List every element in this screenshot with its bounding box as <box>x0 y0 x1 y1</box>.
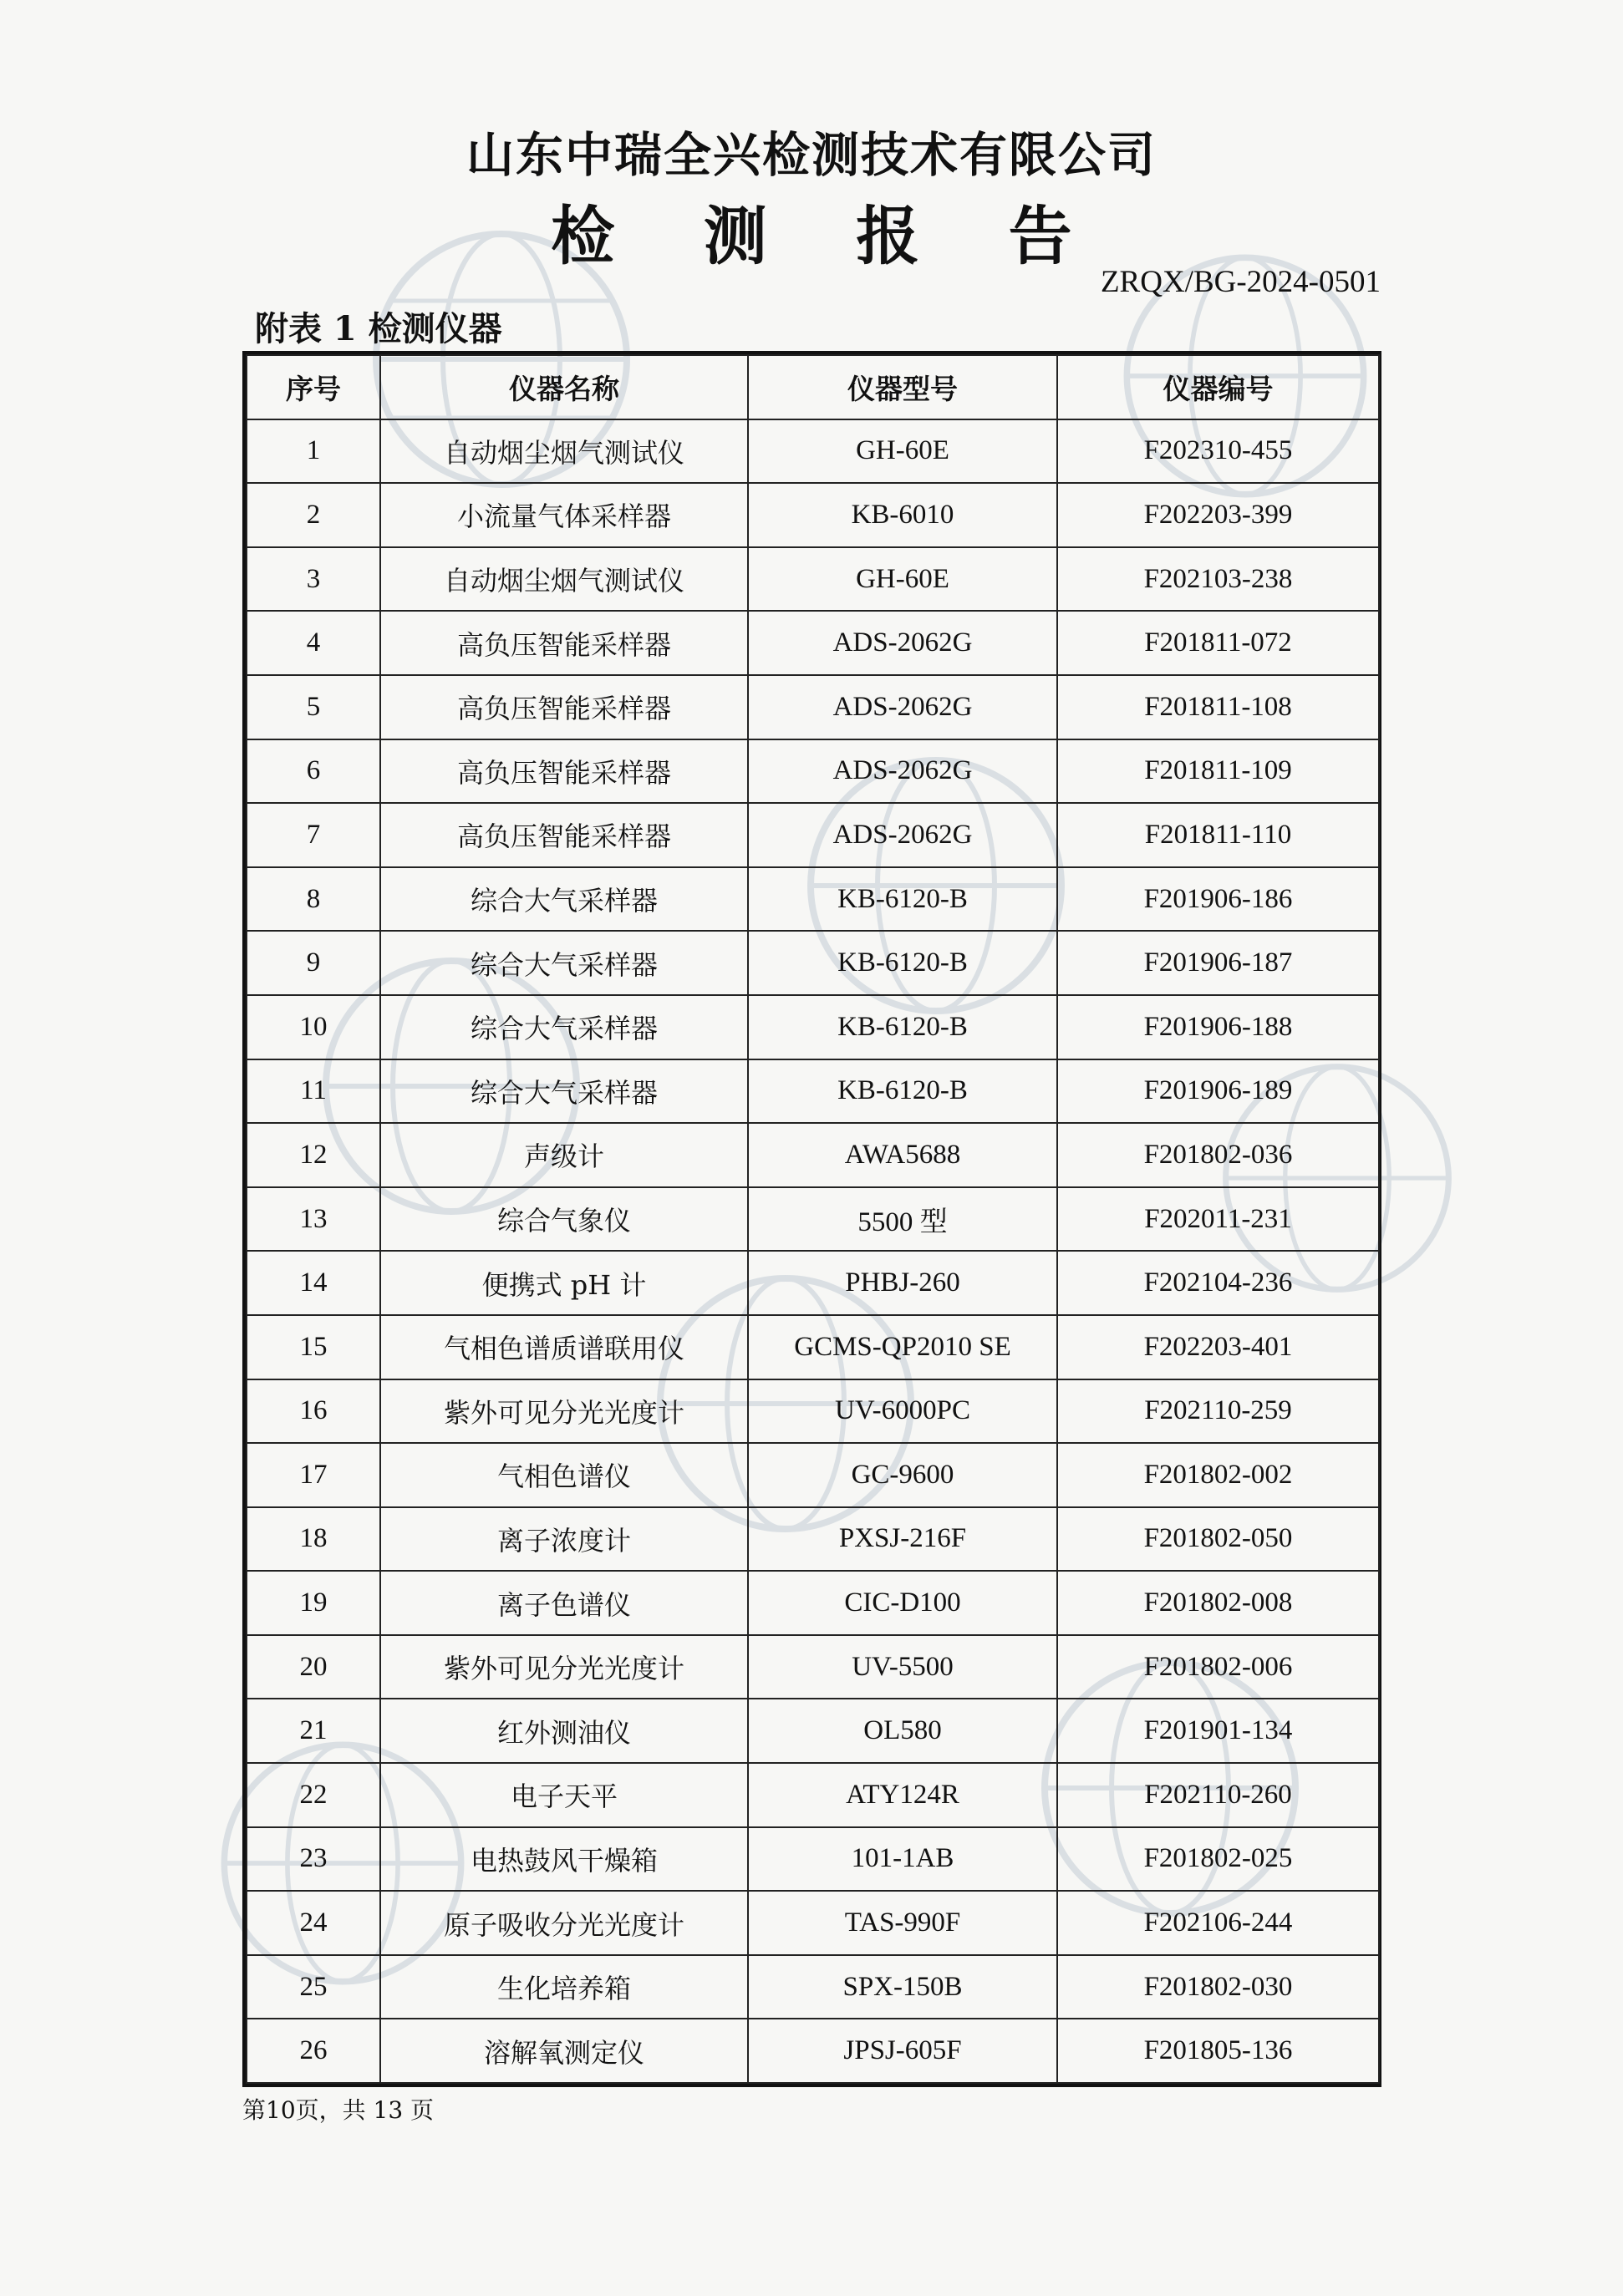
cell-name: 综合大气采样器 <box>380 1059 748 1124</box>
cell-code: F201805-136 <box>1057 2019 1379 2083</box>
cell-code: F202106-244 <box>1057 1891 1379 1955</box>
cell-no: 5 <box>247 675 380 739</box>
cell-name: 离子浓度计 <box>380 1507 748 1572</box>
table-row <box>247 1571 1379 1635</box>
cell-no: 8 <box>247 867 380 932</box>
cell-code: F201906-188 <box>1057 995 1379 1059</box>
table-row <box>247 419 1379 484</box>
cell-name: 离子色谱仪 <box>380 1571 748 1635</box>
cell-model: 5500 型 <box>748 1187 1057 1252</box>
table-header-row <box>247 355 1379 419</box>
cell-model: CIC-D100 <box>748 1571 1057 1635</box>
cell-model: KB-6120-B <box>748 995 1057 1059</box>
table-row <box>247 1315 1379 1379</box>
cell-code: F202110-259 <box>1057 1379 1379 1444</box>
table-row <box>247 1507 1379 1572</box>
cell-model: JPSJ-605F <box>748 2019 1057 2083</box>
table-row <box>247 1763 1379 1827</box>
cell-name: 溶解氧测定仪 <box>380 2019 748 2083</box>
cell-model: ADS-2062G <box>748 739 1057 804</box>
instrument-table <box>242 351 1381 2087</box>
cell-name: 综合大气采样器 <box>380 931 748 995</box>
appendix-title: 附表 1 检测仪器 <box>255 309 502 348</box>
cell-code: F201802-036 <box>1057 1123 1379 1187</box>
company-name: 山东中瑞全兴检测技术有限公司 <box>466 128 1157 183</box>
cell-no: 21 <box>247 1699 380 1763</box>
table-row <box>247 1699 1379 1763</box>
table-row <box>247 2019 1379 2083</box>
column-header-no: 序号 <box>247 355 380 419</box>
cell-model: KB-6120-B <box>748 931 1057 995</box>
cell-no: 10 <box>247 995 380 1059</box>
cell-no: 9 <box>247 931 380 995</box>
cell-model: ADS-2062G <box>748 803 1057 867</box>
cell-model: ADS-2062G <box>748 611 1057 675</box>
cell-no: 1 <box>247 419 380 484</box>
cell-name: 电子天平 <box>380 1763 748 1827</box>
cell-name: 综合气象仪 <box>380 1187 748 1252</box>
cell-no: 15 <box>247 1315 380 1379</box>
cell-no: 7 <box>247 803 380 867</box>
cell-code: F201802-002 <box>1057 1443 1379 1507</box>
table-row <box>247 931 1379 995</box>
cell-code: F202104-236 <box>1057 1251 1379 1315</box>
page-footer: 第10页，共 13 页 <box>242 2096 435 2124</box>
cell-no: 12 <box>247 1123 380 1187</box>
column-header-name: 仪器名称 <box>380 355 748 419</box>
cell-model: KB-6120-B <box>748 867 1057 932</box>
cell-name: 自动烟尘烟气测试仪 <box>380 419 748 484</box>
cell-code: F201906-187 <box>1057 931 1379 995</box>
cell-name: 高负压智能采样器 <box>380 803 748 867</box>
cell-name: 原子吸收分光光度计 <box>380 1891 748 1955</box>
cell-no: 16 <box>247 1379 380 1444</box>
cell-code: F201811-072 <box>1057 611 1379 675</box>
cell-name: 便携式 pH 计 <box>380 1251 748 1315</box>
table-row <box>247 1891 1379 1955</box>
cell-model: KB-6120-B <box>748 1059 1057 1124</box>
cell-no: 6 <box>247 739 380 804</box>
table-row <box>247 611 1379 675</box>
cell-no: 2 <box>247 483 380 547</box>
cell-name: 高负压智能采样器 <box>380 675 748 739</box>
cell-model: GCMS-QP2010 SE <box>748 1315 1057 1379</box>
cell-model: GC-9600 <box>748 1443 1057 1507</box>
table-row <box>247 1955 1379 2019</box>
cell-name: 红外测油仪 <box>380 1699 748 1763</box>
cell-no: 3 <box>247 547 380 612</box>
cell-code: F201901-134 <box>1057 1699 1379 1763</box>
cell-model: 101-1AB <box>748 1827 1057 1892</box>
cell-model: OL580 <box>748 1699 1057 1763</box>
cell-no: 26 <box>247 2019 380 2083</box>
table-row <box>247 1187 1379 1252</box>
cell-no: 23 <box>247 1827 380 1892</box>
table-row <box>247 1059 1379 1124</box>
cell-code: F201802-006 <box>1057 1635 1379 1699</box>
cell-no: 4 <box>247 611 380 675</box>
table-row <box>247 803 1379 867</box>
table-row <box>247 483 1379 547</box>
cell-code: F201802-030 <box>1057 1955 1379 2019</box>
cell-no: 11 <box>247 1059 380 1124</box>
cell-model: KB-6010 <box>748 483 1057 547</box>
cell-code: F201906-189 <box>1057 1059 1379 1124</box>
table-row <box>247 675 1379 739</box>
cell-code: F202310-455 <box>1057 419 1379 484</box>
cell-model: UV-6000PC <box>748 1379 1057 1444</box>
cell-model: UV-5500 <box>748 1635 1057 1699</box>
table-row <box>247 1827 1379 1892</box>
cell-name: 气相色谱质谱联用仪 <box>380 1315 748 1379</box>
cell-code: F202203-401 <box>1057 1315 1379 1379</box>
report-number: ZRQX/BG-2024-0501 <box>1100 265 1381 299</box>
cell-code: F202110-260 <box>1057 1763 1379 1827</box>
table-row <box>247 1443 1379 1507</box>
cell-code: F201802-025 <box>1057 1827 1379 1892</box>
cell-code: F201802-050 <box>1057 1507 1379 1572</box>
cell-name: 紫外可见分光光度计 <box>380 1379 748 1444</box>
cell-name: 小流量气体采样器 <box>380 483 748 547</box>
cell-model: GH-60E <box>748 547 1057 612</box>
cell-no: 25 <box>247 1955 380 2019</box>
cell-code: F202203-399 <box>1057 483 1379 547</box>
cell-model: SPX-150B <box>748 1955 1057 2019</box>
cell-model: AWA5688 <box>748 1123 1057 1187</box>
cell-model: ATY124R <box>748 1763 1057 1827</box>
table-row <box>247 995 1379 1059</box>
report-title: 检 测 报 告 <box>551 199 1106 273</box>
cell-model: ADS-2062G <box>748 675 1057 739</box>
column-header-model: 仪器型号 <box>748 355 1057 419</box>
cell-name: 电热鼓风干燥箱 <box>380 1827 748 1892</box>
table-row <box>247 739 1379 804</box>
cell-no: 13 <box>247 1187 380 1252</box>
cell-name: 声级计 <box>380 1123 748 1187</box>
cell-no: 19 <box>247 1571 380 1635</box>
cell-code: F201802-008 <box>1057 1571 1379 1635</box>
cell-name: 气相色谱仪 <box>380 1443 748 1507</box>
cell-name: 高负压智能采样器 <box>380 739 748 804</box>
cell-name: 紫外可见分光光度计 <box>380 1635 748 1699</box>
cell-model: TAS-990F <box>748 1891 1057 1955</box>
table-row <box>247 1379 1379 1444</box>
cell-code: F202103-238 <box>1057 547 1379 612</box>
cell-no: 20 <box>247 1635 380 1699</box>
cell-model: PHBJ-260 <box>748 1251 1057 1315</box>
cell-name: 自动烟尘烟气测试仪 <box>380 547 748 612</box>
table-row <box>247 867 1379 932</box>
cell-code: F201811-110 <box>1057 803 1379 867</box>
cell-code: F201906-186 <box>1057 867 1379 932</box>
table-row <box>247 1123 1379 1187</box>
column-header-code: 仪器编号 <box>1057 355 1379 419</box>
cell-code: F201811-109 <box>1057 739 1379 804</box>
cell-name: 综合大气采样器 <box>380 995 748 1059</box>
cell-no: 24 <box>247 1891 380 1955</box>
table-row <box>247 547 1379 612</box>
cell-no: 17 <box>247 1443 380 1507</box>
cell-no: 22 <box>247 1763 380 1827</box>
cell-no: 14 <box>247 1251 380 1315</box>
table-row <box>247 1251 1379 1315</box>
cell-name: 高负压智能采样器 <box>380 611 748 675</box>
cell-name: 生化培养箱 <box>380 1955 748 2019</box>
cell-name: 综合大气采样器 <box>380 867 748 932</box>
cell-no: 18 <box>247 1507 380 1572</box>
table-row <box>247 1635 1379 1699</box>
cell-code: F202011-231 <box>1057 1187 1379 1252</box>
cell-code: F201811-108 <box>1057 675 1379 739</box>
cell-model: PXSJ-216F <box>748 1507 1057 1572</box>
cell-model: GH-60E <box>748 419 1057 484</box>
